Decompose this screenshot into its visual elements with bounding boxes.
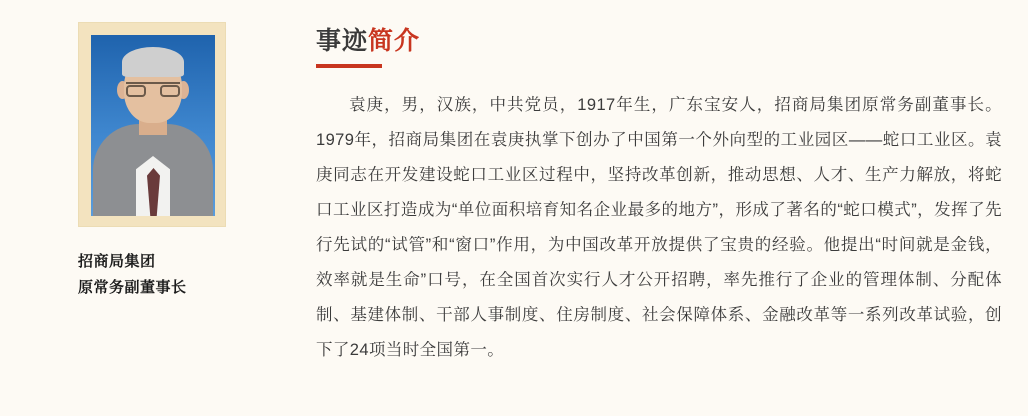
glasses-icon: [126, 82, 180, 96]
biography-paragraph: 袁庚，男，汉族，中共党员，1917年生，广东宝安人，招商局集团原常务副董事长。1979年，招商局集团在袁庚执掌下创办了中国第一个外向型的工业园区——蛇口工业区。袁庚同志在开发建设蛇口工业区过程中，坚持改革创新，推动思想、人才、生产力解放，将蛇口工业区打造成为“单位面积培育知名企业最多的地方”，形成了著名的“蛇口模式”，发挥了先行先试的“试管”和“窗口”作用，为中国改革开放提供了宝贵的经验。他提出“时间就是金钱，效率就是生命”口号，在全国首次实行人才公开招聘，率先推行了企业的管理体制、分配体制、基建体制、干部人事制度、住房制度、社会保障体系、金融改革等一系列改革试验，创下了24项当时全国第一。: [316, 96, 1002, 359]
section-title-primary: 事迹: [316, 27, 369, 55]
section-title-accent: 简介: [368, 27, 421, 55]
portrait-hair-shape: [122, 47, 184, 77]
profile-caption: [78, 249, 300, 301]
portrait-photo: [91, 35, 215, 216]
profile-column: [0, 0, 300, 416]
profile-caption-line-2: 原常务副董事长: [78, 279, 187, 296]
section-title-underline: [316, 64, 382, 68]
section-title: [316, 24, 1002, 58]
profile-caption-line-1: 招商局集团: [78, 253, 156, 270]
content-column: [300, 0, 1028, 416]
photo-frame: [78, 22, 226, 227]
